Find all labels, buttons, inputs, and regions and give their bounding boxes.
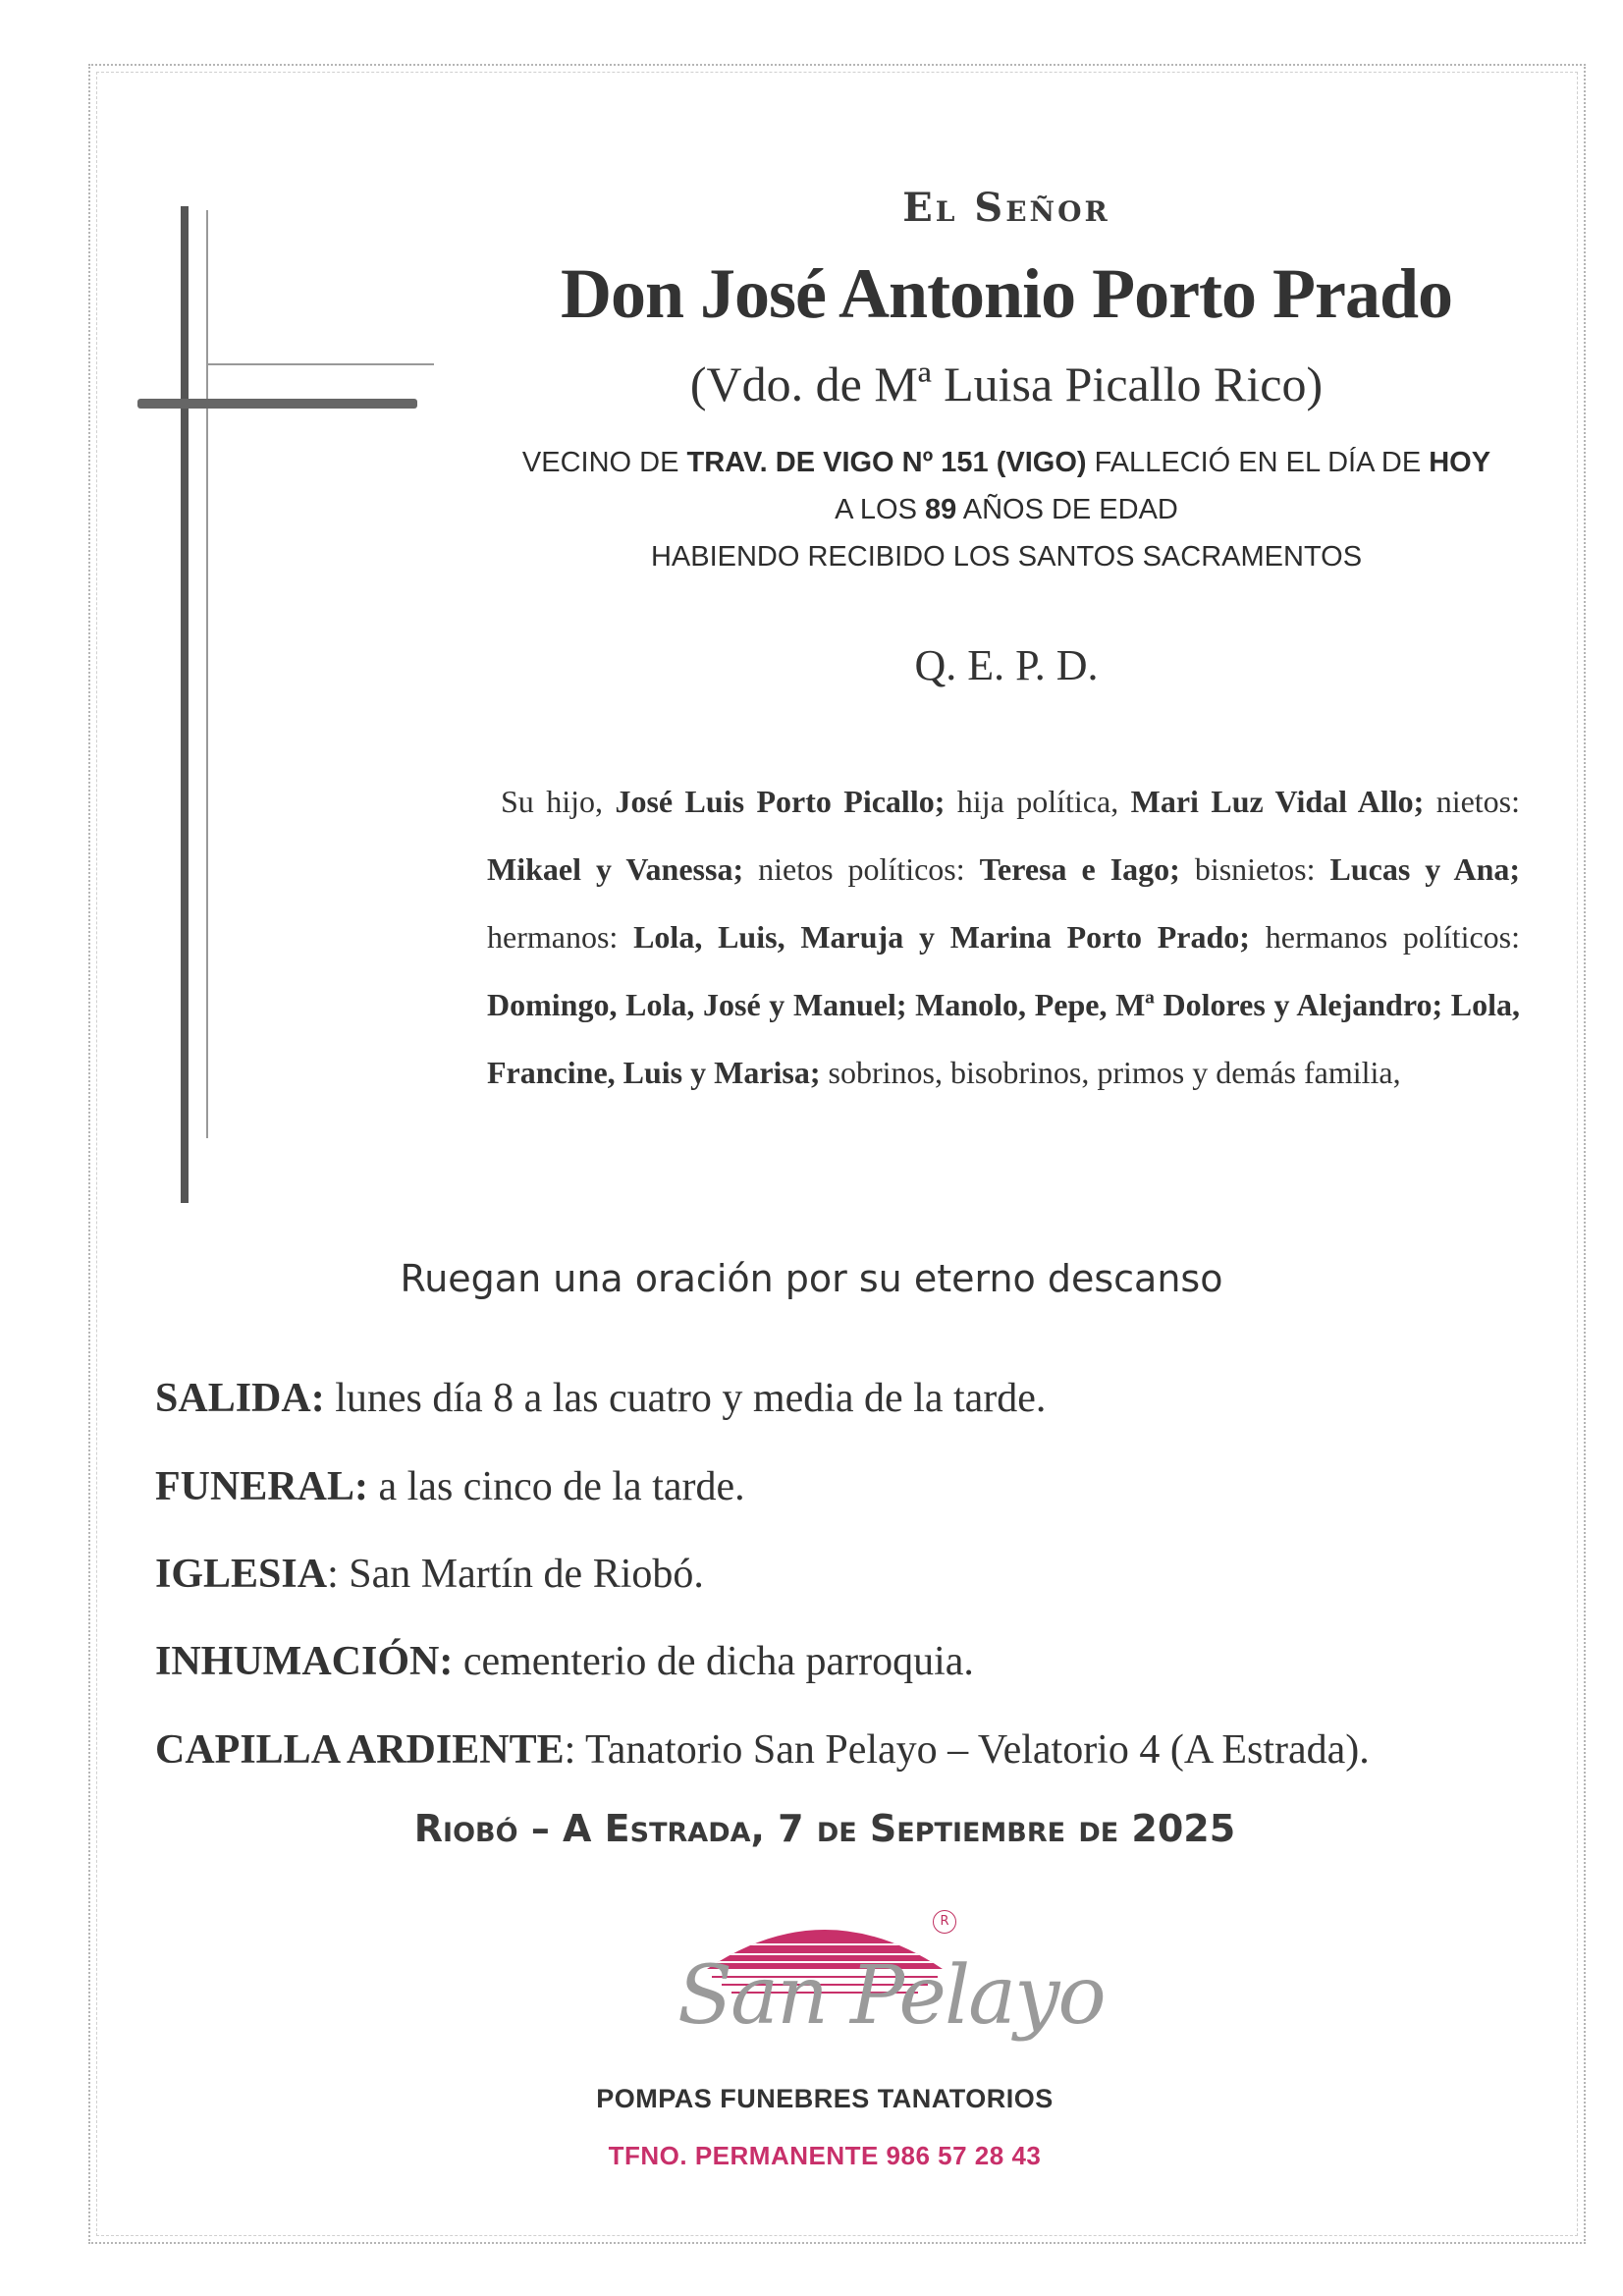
dateline: Riobó – A Estrada, 7 de Septiembre de 2025 bbox=[413, 1807, 1236, 1850]
cross-icon bbox=[137, 206, 452, 1228]
age-line: A LOS 89 AÑOS DE EDAD bbox=[835, 494, 1178, 525]
funeral-line: FUNERAL: a las cinco de la tarde. bbox=[155, 1464, 745, 1509]
qepd: Q. E. P. D. bbox=[914, 641, 1099, 689]
widow-of: (Vdo. de Mª Luisa Picallo Rico) bbox=[689, 356, 1324, 411]
family-paragraph: Su hijo, José Luis Porto Picallo; hija política, Mari Luz Vidal Allo; nietos: Mikael y Vanessa; nietos políticos: Teresa e Iago; bisnietos: Lucas y Ana; hermanos: Lola, Luis, Maruja y Marina Porto Prado; hermanos políticos: Domingo, Lola, José y Manuel; Manolo, Pepe, Mª Dolores y Alejandro; Lola, Francine, Luis y Marisa; sobrinos, bisobrinos, primos y demás familia, bbox=[487, 784, 1521, 1090]
residence-line: VECINO DE TRAV. DE VIGO Nº 151 (VIGO) FALLECIÓ EN EL DÍA DE HOY bbox=[521, 447, 1491, 478]
iglesia-line: IGLESIA: San Martín de Riobó. bbox=[155, 1552, 704, 1597]
registered-mark: R bbox=[933, 1910, 956, 1934]
logo-wordmark: San Pelayo bbox=[677, 1949, 1105, 2043]
sacraments-line: HABIENDO RECIBIDO LOS SANTOS SACRAMENTOS bbox=[650, 541, 1363, 573]
capilla-line: CAPILLA ARDIENTE: Tanatorio San Pelayo – Velatorio 4 (A Estrada). bbox=[155, 1727, 1370, 1773]
company-name: POMPAS FUNEBRES TANATORIOS bbox=[596, 2084, 1054, 2113]
deceased-name: Don José Antonio Porto Prado bbox=[561, 254, 1452, 333]
salida-line: SALIDA: lunes día 8 a las cuatro y media de la tarde. bbox=[155, 1376, 1047, 1421]
honorific: El Señor bbox=[902, 185, 1110, 231]
phone-number: TFNO. PERMANENTE 986 57 28 43 bbox=[608, 2141, 1042, 2170]
prayer-line: Ruegan una oración por su eterno descanso bbox=[400, 1257, 1223, 1300]
inhumacion-line: INHUMACIÓN: cementerio de dicha parroquia. bbox=[155, 1639, 974, 1684]
